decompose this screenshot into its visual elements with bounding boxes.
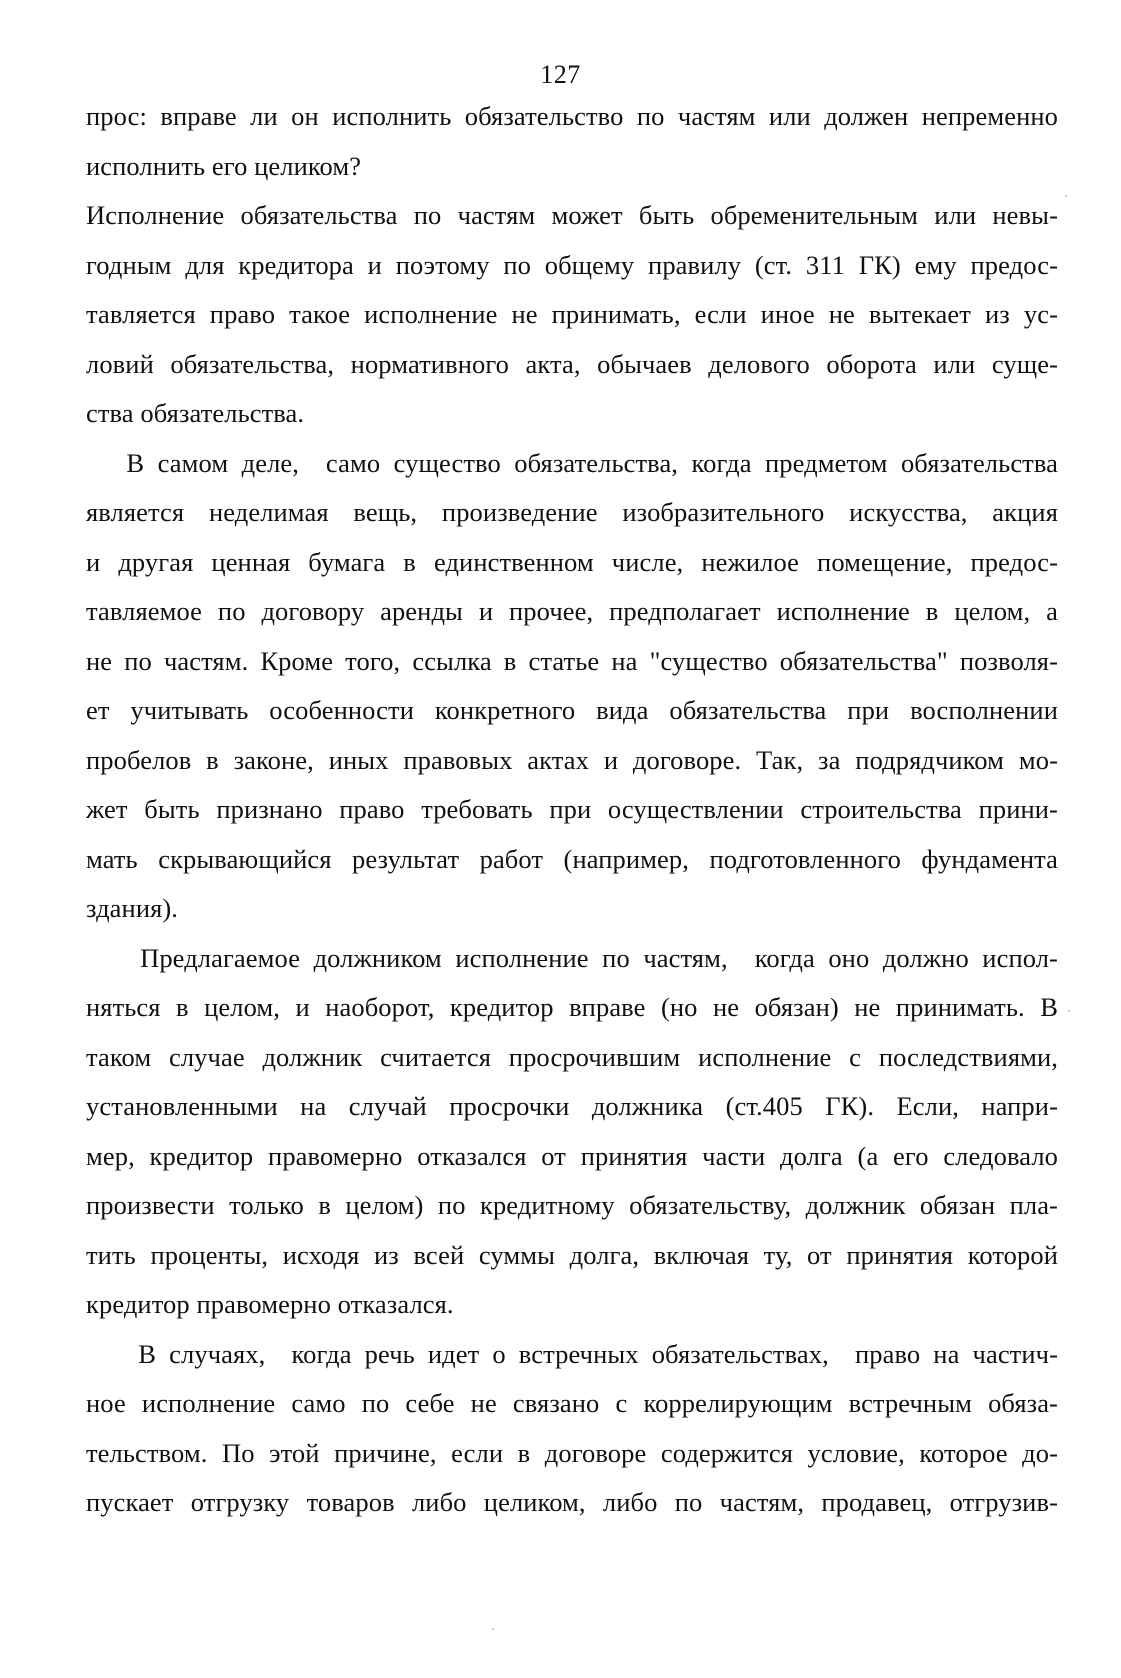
text-line: прос: вправе ли он исполнить обязательство по частям или должен непременно	[86, 101, 1058, 131]
scan-speck	[492, 1628, 494, 1630]
paragraph	[86, 934, 1058, 1330]
text-line: является неделимая вещь, произведение изобразительного искусства, акция	[86, 497, 1058, 527]
paragraph	[86, 92, 1058, 191]
text-line: В случаях, когда речь идет о встречных обязательствах, право на частич-	[86, 1338, 1058, 1369]
text-line: кредитор правомерно отказался.	[86, 1289, 454, 1319]
text-line: тить проценты, исходя из всей суммы долга, включая ту, от принятия которой	[86, 1239, 1058, 1270]
text-line: произвести только в целом) по кредитному обязательству, должник обязан пла-	[86, 1190, 1058, 1220]
text-line: здания).	[86, 893, 179, 923]
text-line: тавляется право такое исполнение не принимать, если иное не вытекает из ус-	[86, 299, 1058, 329]
text-line: мать скрывающийся результат работ (например, подготовленного фундамента	[86, 843, 1058, 874]
scan-speck	[1065, 195, 1067, 197]
text-line: ловий обязательства, нормативного акта, обычаев делового оборота или суще-	[86, 348, 1058, 379]
text-line: таком случае должник считается просрочившим исполнение с последствиями,	[86, 1041, 1058, 1072]
paragraph	[86, 1330, 1058, 1528]
text-line: Исполнение обязательства по частям может быть обременительным или невы-	[86, 200, 1058, 230]
text-line: няться в целом, и наоборот, кредитор вправе (но не обязан) не принимать. В	[86, 992, 1058, 1022]
text-line: установленными на случай просрочки должника (ст.405 ГК). Если, напри-	[86, 1091, 1058, 1121]
paragraph	[86, 191, 1058, 439]
text-line: и другая ценная бумага в единственном числе, нежилое помещение, предос-	[86, 546, 1058, 577]
scan-speck	[1068, 1010, 1070, 1012]
text-line: исполнить его целиком?	[86, 150, 362, 181]
document-body	[86, 92, 1058, 1528]
text-line: годным для кредитора и поэтому по общему правилу (ст. 311 ГК) ему предос-	[86, 249, 1058, 280]
text-line: пускает отгрузку товаров либо целиком, либо по частям, продавец, отгрузив-	[86, 1487, 1058, 1517]
text-line: В самом деле, само существо обязательства, когда предметом обязательства	[86, 447, 1058, 478]
page-number: 127	[540, 60, 581, 89]
text-line: ное исполнение само по себе не связано с коррелирующим встречным обяза-	[86, 1388, 1058, 1418]
text-line: тельством. По этой причине, если в договоре содержится условие, которое до-	[86, 1437, 1058, 1468]
text-line: Предлагаемое должником исполнение по частям, когда оно должно испол-	[86, 942, 1058, 973]
text-line: не по частям. Кроме того, ссылка в статье на "существо обязательства" позволя-	[86, 645, 1058, 676]
text-line: жет быть признано право требовать при осуществлении строительства прини-	[86, 794, 1058, 824]
paragraph	[86, 439, 1058, 934]
text-line: ства обязательства.	[86, 398, 305, 428]
text-line: пробелов в законе, иных правовых актах и договоре. Так, за подрядчиком мо-	[86, 744, 1058, 775]
text-line: тавляемое по договору аренды и прочее, предполагает исполнение в целом, а	[86, 596, 1058, 626]
text-line: мер, кредитор правомерно отказался от принятия части долга (а его следовало	[86, 1140, 1058, 1171]
text-line: ет учитывать особенности конкретного вида обязательства при восполнении	[86, 695, 1058, 725]
